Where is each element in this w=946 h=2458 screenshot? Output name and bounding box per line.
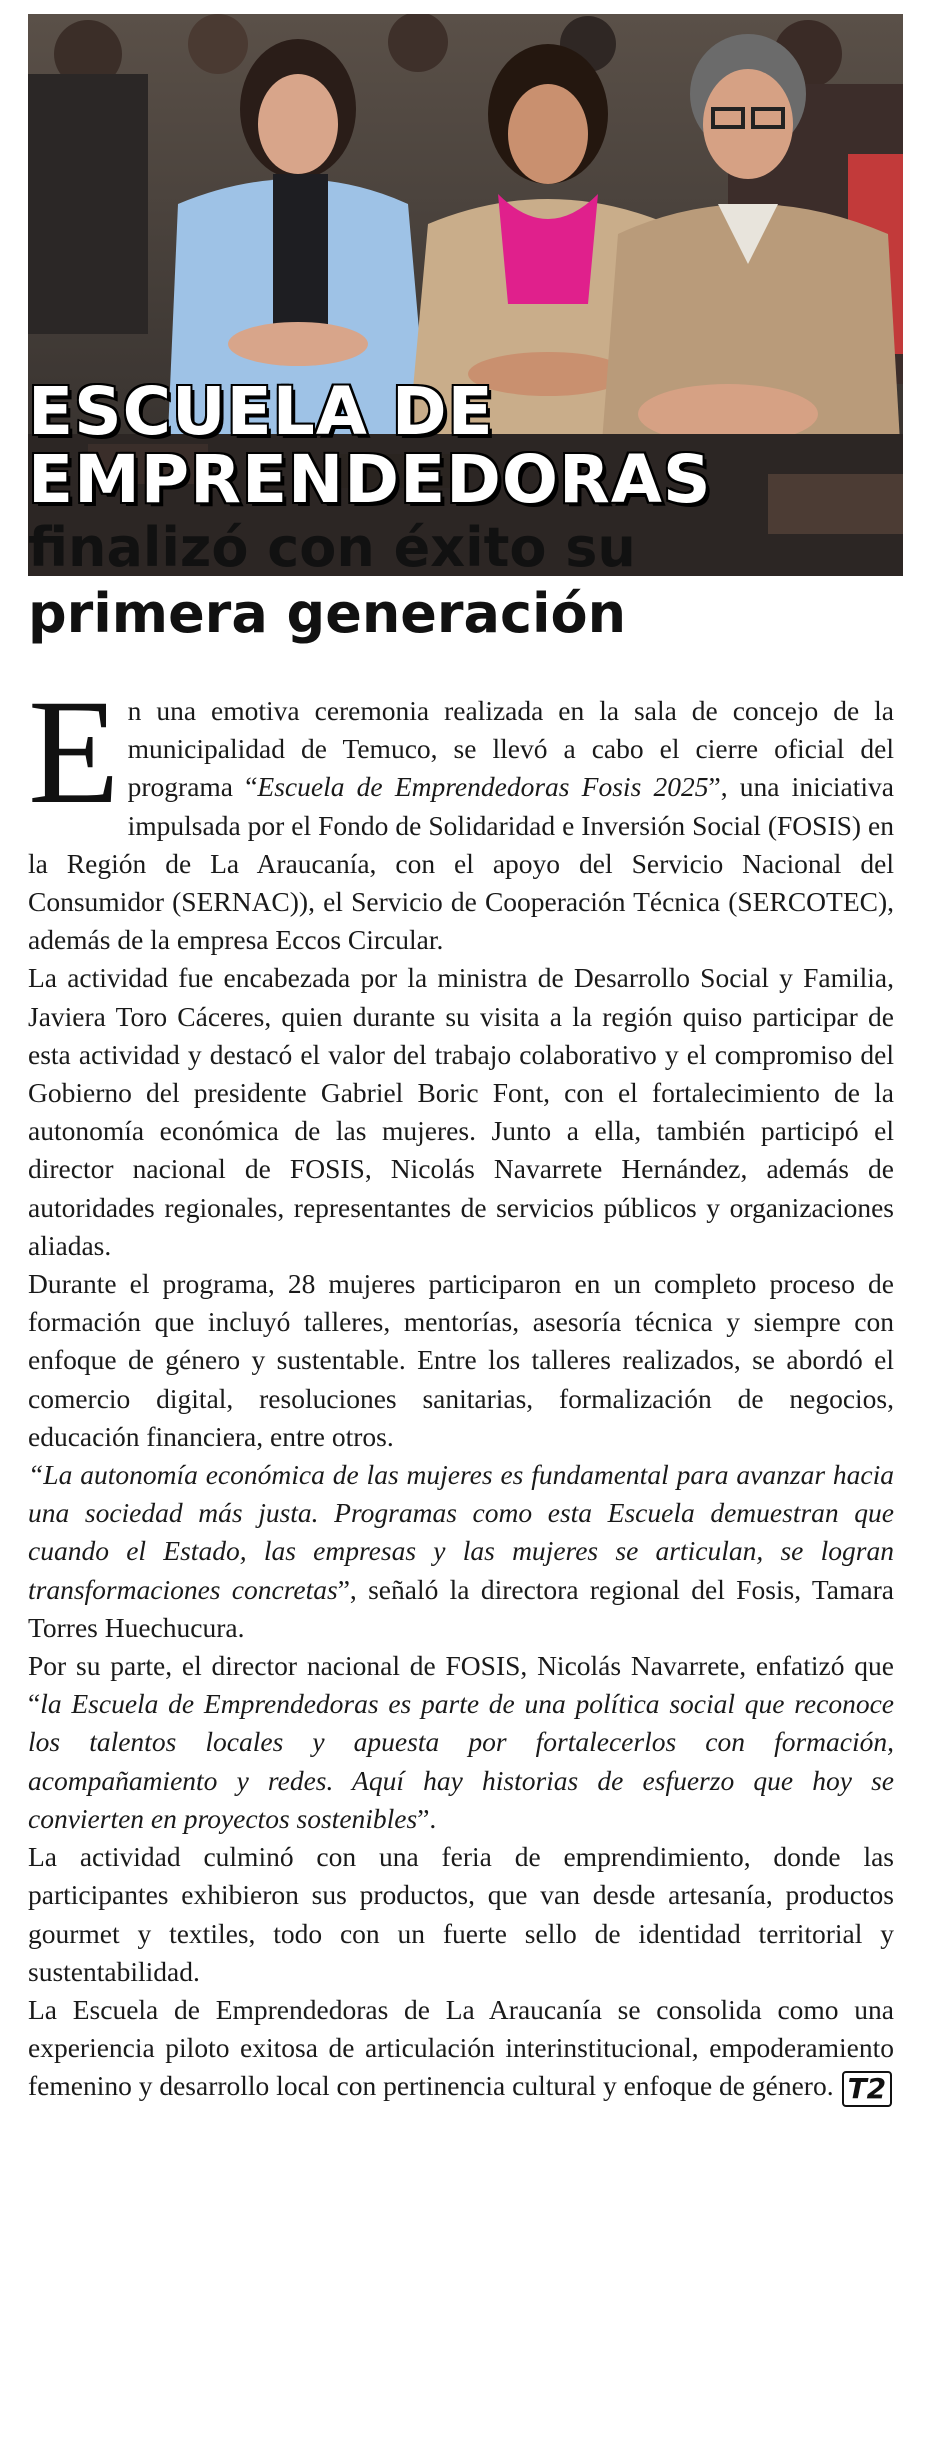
paragraph-2: La actividad fue encabezada por la ministra de Desarrollo Social y Familia, Javiera Toro Cáceres, quien durante su visita a la región quiso participar de esta actividad y destacó el valor del trabajo colaborativo y el compromiso del Gobierno del presidente Gabriel Boric Font, con el fortalecimiento de la autonomía económica de las mujeres. Junto a ella, también participó el director nacional de FOSIS, Nicolás Navarrete Hernández, además de autoridades regionales, representantes de servicios públicos y organizaciones aliadas.	[28, 962, 894, 1261]
paragraph-1-text-b: ”, una iniciativa impulsada por el Fondo de Solidaridad e Inversión Social (FOSIS) en la Región de La Araucanía, con el apoyo del Servicio Nacional del Consumidor (SERNAC)), el Servicio de Cooperación Técnica (SERCOTEC), además de la empresa Eccos Circular.	[28, 771, 894, 956]
paragraph-4-attribution: ”, señaló la directora regional del Fosis, Tamara Torres Huechucura.	[28, 1573, 894, 1643]
paragraph-4	[28, 1456, 894, 1647]
headline-line-2: EMPRENDEDORAS	[28, 441, 712, 518]
subheadline-line-2: primera generación	[28, 582, 627, 645]
paragraph-5-text-b: ”.	[417, 1802, 437, 1834]
paragraph-3: Durante el programa, 28 mujeres participaron en un completo proceso de formación que incluyó talleres, mentorías, asesoría técnica y siempre con enfoque de género y sustentable. Entre los talleres realizados, se abordó el comercio digital, resoluciones sanitarias, formalización de negocios, educación financiera, entre otros.	[28, 1268, 894, 1452]
program-name: Escuela de Emprendedoras Fosis 2025	[257, 771, 709, 803]
quote-regional-director: “La autonomía económica de las mujeres es fundamental para avanzar hacia una sociedad más justa. Programas como esta Escuela demuestran que cuando el Estado, las empresas y las mujeres se articulan, se logran transformaciones concretas	[28, 1459, 894, 1605]
drop-cap: E	[28, 669, 120, 835]
paragraph-5	[28, 1647, 894, 1838]
paragraph-6: La actividad culminó con una feria de emprendimiento, donde las participantes exhibieron sus productos, que van desde artesanía, productos gourmet y textiles, todo con un fuerte sello de identidad territorial y sustentabilidad.	[28, 1841, 894, 1987]
publication-logo: T2	[842, 2071, 893, 2107]
article-body	[28, 669, 894, 2107]
headline	[28, 373, 918, 646]
quote-national-director: la Escuela de Emprendedoras es parte de una política social que reconoce los talentos locales y apuesta por fortalecerlos con formación, acompañamiento y redes. Aquí hay historias de esfuerzo que hoy se convierten en proyectos sostenibles	[28, 1688, 894, 1834]
paragraph-7-text: La Escuela de Emprendedoras de La Araucanía se consolida como una experiencia piloto exitosa de articulación interinstitucional, empoderamiento femenino y desarrollo local con pertinencia cultural y enfoque de género.	[28, 1993, 894, 2102]
paragraph-1	[28, 669, 894, 959]
subheadline-line-1: finalizó con éxito su	[28, 516, 636, 579]
headline-line-1: ESCUELA DE	[28, 373, 494, 450]
paragraph-1-text-a: n una emotiva ceremonia realizada en la sala de concejo de la municipalidad de Temuco, se llevó a cabo el cierre oficial del programa “	[127, 695, 894, 803]
paragraph-5-text-a: Por su parte, el director nacional de FOSIS, Nicolás Navarrete, enfatizó que “	[28, 1650, 894, 1720]
paragraph-7	[28, 1991, 894, 2107]
